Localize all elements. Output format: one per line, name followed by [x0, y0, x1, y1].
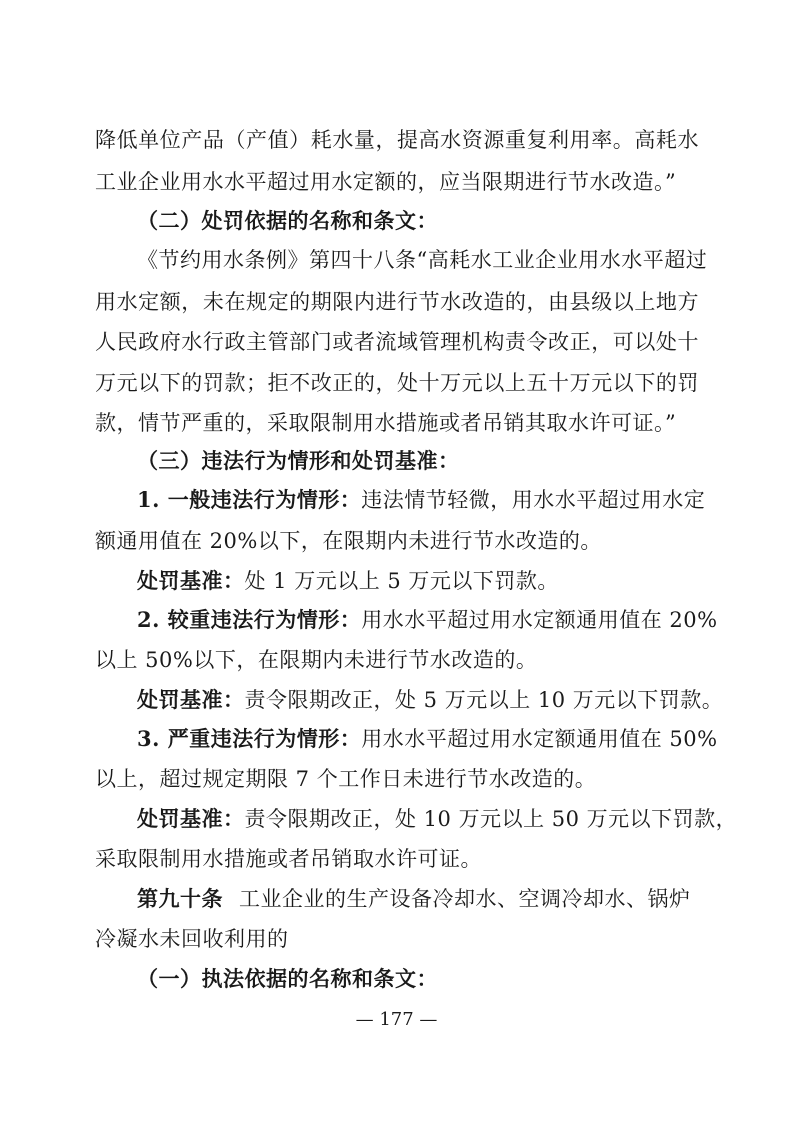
paragraph-line: 冷凝水未回收利用的 [95, 927, 289, 951]
paragraph-line: 用水定额，未在规定的期限内进行节水改造的，由县级以上地方 [95, 290, 699, 314]
penalty-standard-severe [137, 805, 738, 833]
penalty-label: 处罚基准： [137, 806, 245, 831]
paragraph-line: 款，情节严重的，采取限制用水措施或者吊销其取水许可证。” [95, 411, 677, 435]
paragraph-line: 以上，超过规定期限 7 个工作日未进行节水改造的。 [95, 767, 597, 791]
paragraph-line: 工业企业用水水平超过用水定额的，应当限期进行节水改造。” [95, 170, 677, 194]
article-ninety [137, 885, 699, 913]
violation-text: 违法情节轻微，用水水平超过用水定 [361, 488, 706, 512]
page-number: — 177 — [355, 1009, 438, 1030]
article-label: 第九十条 [137, 886, 223, 911]
violation-text: 用水水平超过用水定额通用值在 50% [361, 727, 718, 751]
violation-label: 1. 一般违法行为情形： [137, 487, 362, 512]
violation-label: 3. 严重违法行为情形： [137, 726, 362, 751]
penalty-text: 责令限期改正，处 10 万元以上 50 万元以下罚款， [244, 807, 738, 831]
violation-level-serious [137, 606, 718, 634]
paragraph-line: 以上 50%以下，在限期内未进行节水改造的。 [95, 648, 538, 672]
article-text: 工业企业的生产设备冷却水、空调冷却水、锅炉 [239, 887, 691, 911]
violation-text: 用水水平超过用水定额通用值在 20% [361, 608, 718, 632]
paragraph-line: 采取限制用水措施或者吊销取水许可证。 [95, 847, 482, 871]
penalty-standard-serious [137, 686, 724, 714]
penalty-standard-general [137, 567, 699, 595]
penalty-label: 处罚基准： [137, 687, 245, 712]
paragraph-line: 万元以下的罚款；拒不改正的，处十万元以上五十万元以下的罚 [95, 371, 699, 395]
paragraph-line: 《节约用水条例》第四十八条“高耗水工业企业用水水平超过 [137, 248, 708, 272]
section-heading: （三）违法行为情形和处罚基准： [137, 448, 460, 473]
paragraph-line: 降低单位产品（产值）耗水量，提高水资源重复利用率。高耗水 [95, 128, 699, 152]
violation-level-general [137, 486, 706, 514]
penalty-label: 处罚基准： [137, 568, 245, 593]
violation-label: 2. 较重违法行为情形： [137, 607, 362, 632]
section-heading: （二）处罚依据的名称和条文： [137, 208, 438, 233]
violation-level-severe [137, 725, 718, 753]
section-heading: （一）执法依据的名称和条文： [137, 966, 438, 991]
penalty-text: 责令限期改正，处 5 万元以上 10 万元以下罚款。 [244, 688, 724, 712]
paragraph-line: 额通用值在 20%以下，在限期内未进行节水改造的。 [95, 529, 602, 553]
penalty-text: 处 1 万元以上 5 万元以下罚款。 [244, 569, 559, 593]
paragraph-line: 人民政府水行政主管部门或者流域管理机构责令改正，可以处十 [95, 330, 699, 354]
